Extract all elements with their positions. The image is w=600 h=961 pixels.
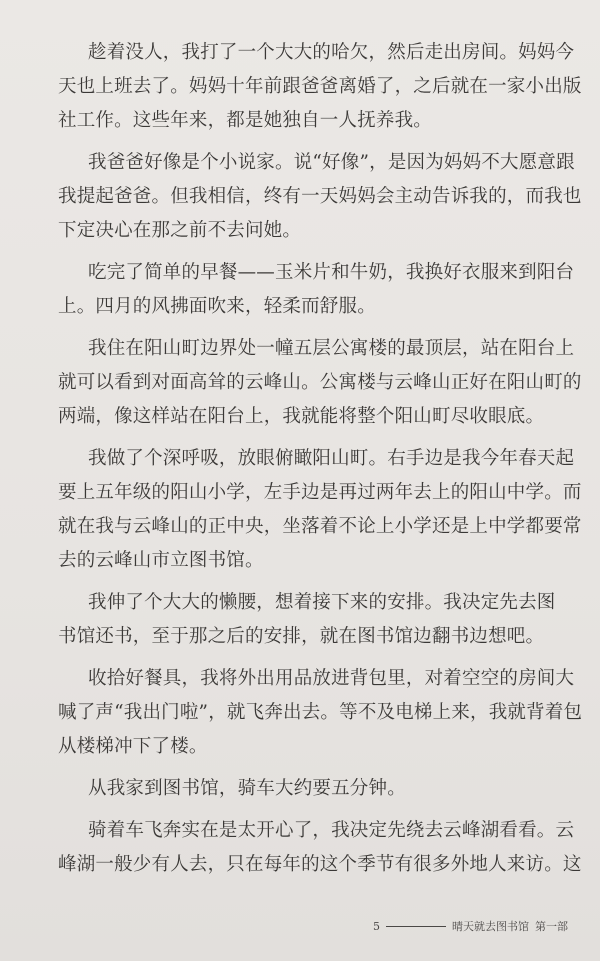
text-line: 天也上班去了。妈妈十年前跟爸爸离婚了，之后就在一家小出版 <box>58 76 582 97</box>
text-line: 骑着车飞奔实在是太开心了，我决定先绕去云峰湖看看。云 <box>88 820 575 841</box>
page-footer <box>373 918 568 934</box>
text-line: 要上五年级的阳山小学，左手边是再过两年去上的阳山中学。而 <box>58 482 582 503</box>
text-line: 两端，像这样站在阳台上，我就能将整个阳山町尽收眼底。 <box>58 406 545 427</box>
text-line: 我伸了个大大的懒腰，想着接下来的安排。我决定先去图 <box>88 592 556 613</box>
text-line: 从楼梯冲下了楼。 <box>58 736 208 757</box>
text-line: 去的云峰山市立图书馆。 <box>58 550 264 571</box>
text-line: 就在我与云峰山的正中央，坐落着不论上小学还是上中学都要常 <box>58 516 582 537</box>
text-line: 书馆还书，至于那之后的安排，就在图书馆边翻书边想吧。 <box>58 626 545 647</box>
text-line: 我爸爸好像是个小说家。说“好像”，是因为妈妈不大愿意跟 <box>88 152 575 173</box>
text-line: 上。四月的风拂面吹来，轻柔而舒服。 <box>58 296 376 317</box>
text-line: 喊了声“我出门啦”，就飞奔出去。等不及电梯上来，我就背着包 <box>58 702 583 723</box>
text-line: 下定决心在那之前不去问她。 <box>58 220 302 241</box>
page-number: 5 <box>373 919 380 933</box>
text-line: 社工作。这些年来，都是她独自一人抚养我。 <box>58 110 433 131</box>
text-line: 从我家到图书馆，骑车大约要五分钟。 <box>88 778 406 799</box>
text-line: 趁着没人，我打了一个大大的哈欠，然后走出房间。妈妈今 <box>88 42 575 63</box>
text-line: 收拾好餐具，我将外出用品放进背包里，对着空空的房间大 <box>88 668 575 689</box>
footer-rule <box>386 926 446 927</box>
text-line: 我住在阳山町边界处一幢五层公寓楼的最顶层，站在阳台上 <box>88 338 575 359</box>
text-line: 我提起爸爸。但我相信，终有一天妈妈会主动告诉我的，而我也 <box>58 186 582 207</box>
text-line: 峰湖一般少有人去，只在每年的这个季节有很多外地人来访。这 <box>58 854 582 875</box>
text-line: 我做了个深呼吸，放眼俯瞰阳山町。右手边是我今年春天起 <box>88 448 575 469</box>
book-title: 晴天就去图书馆 <box>452 920 529 933</box>
text-line: 就可以看到对面高耸的云峰山。公寓楼与云峰山正好在阳山町的 <box>58 372 582 393</box>
part-label: 第一部 <box>535 920 568 933</box>
text-line: 吃完了简单的早餐——玉米片和牛奶，我换好衣服来到阳台 <box>88 262 575 283</box>
